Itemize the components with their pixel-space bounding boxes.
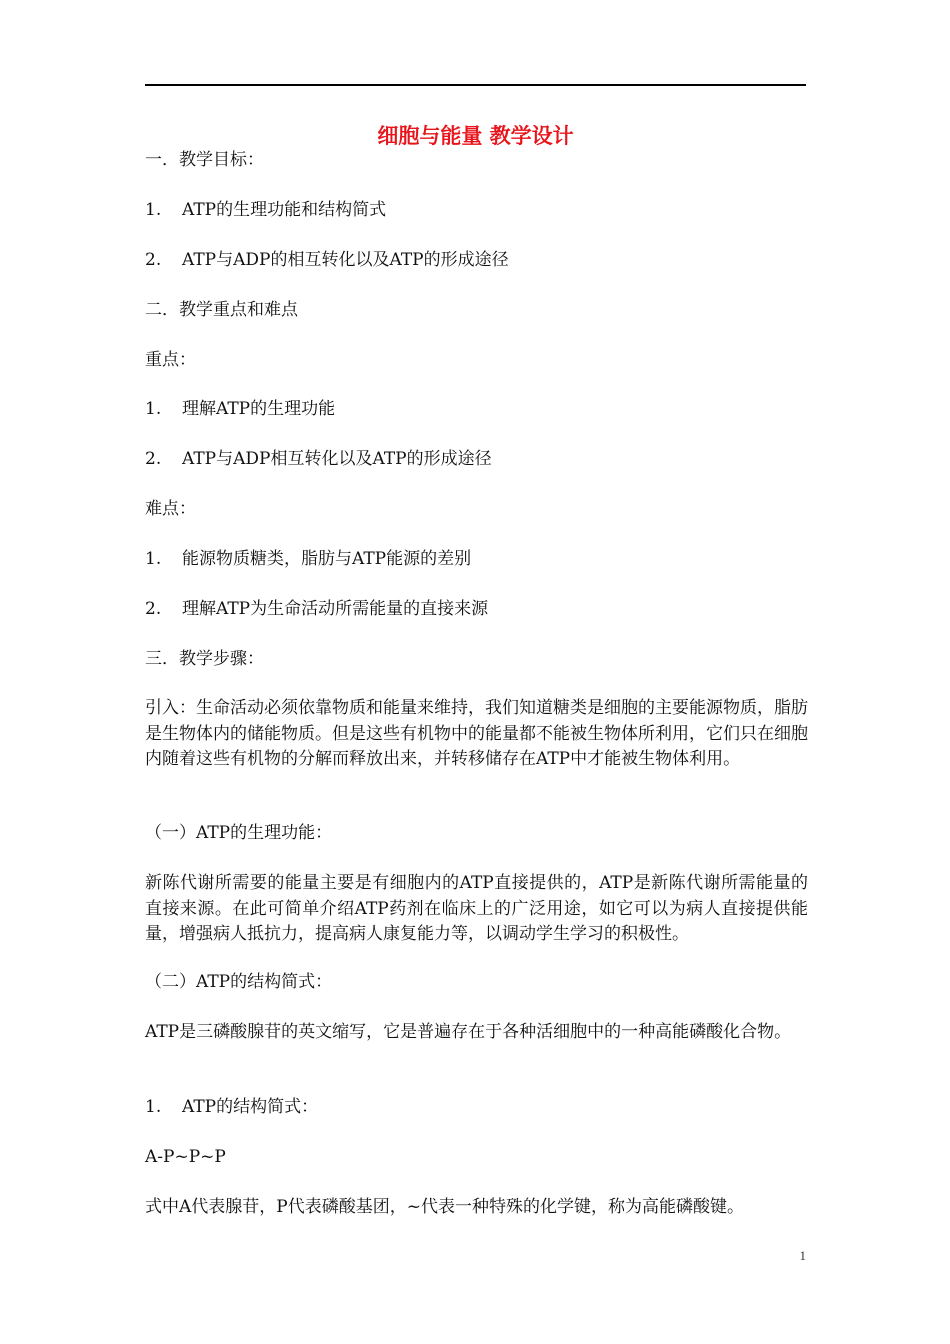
item-number: 1. <box>145 1097 162 1117</box>
item-text: 理解ATP为生命活动所需能量的直接来源 <box>182 599 489 619</box>
formula-note: 式中A代表腺苷，P代表磷酸基团，~代表一种特殊的化学键，称为高能磷酸键。 <box>145 1197 744 1217</box>
intro-paragraph: 引入：生命活动必须依靠物质和能量来维持，我们知道糖类是细胞的主要能源物质，脂肪是生物体内的储能物质。但是这些有机物中的能量都不能被生物体所利用，它们只在细胞内随着这些有机物的分解而释放出来，并转移储存在ATP中才能被生物体利用。 <box>145 698 808 769</box>
function-paragraph: 新陈代谢所需要的能量主要是有细胞内的ATP直接提供的，ATP是新陈代谢所需能量的直接来源。在此可简单介绍ATP药剂在临床上的广泛用途，如它可以为病人直接提供能量，增强病人抵抗力，提高病人康复能力等，以调动学生学习的积极性。 <box>145 873 808 944</box>
atp-formula: A-P~P~P <box>145 1147 226 1167</box>
item-text: ATP与ADP的相互转化以及ATP的形成途径 <box>182 250 509 270</box>
structure-paragraph: ATP是三磷酸腺苷的英文缩写，它是普遍存在于各种活细胞中的一种高能磷酸化合物。 <box>145 1022 792 1042</box>
subsection-heading-function: （一）ATP的生理功能： <box>145 823 333 843</box>
item-number: 2. <box>145 599 162 619</box>
page-number: 1 <box>799 1248 806 1263</box>
item-number: 1. <box>145 399 162 419</box>
subsection-heading-structure: （二）ATP的结构简式： <box>145 972 333 992</box>
difficulty-item <box>145 597 808 622</box>
difficulties-label: 难点： <box>145 499 196 519</box>
section-heading-objectives: 一．教学目标： <box>145 150 264 170</box>
item-number: 1. <box>145 200 162 220</box>
key-point-item <box>145 397 808 422</box>
item-number: 1. <box>145 549 162 569</box>
objective-item <box>145 198 808 223</box>
key-points-label: 重点： <box>145 350 196 370</box>
objective-item <box>145 248 808 273</box>
item-text: ATP与ADP相互转化以及ATP的形成途径 <box>182 449 492 469</box>
header-rule <box>145 84 806 86</box>
document-title: 细胞与能量 教学设计 <box>377 123 574 148</box>
item-number: 2. <box>145 250 162 270</box>
section-heading-steps: 三．教学步骤： <box>145 649 264 669</box>
item-text: ATP的结构简式： <box>182 1097 319 1117</box>
structure-item <box>145 1095 808 1120</box>
item-text: ATP的生理功能和结构简式 <box>182 200 387 220</box>
key-point-item <box>145 447 808 472</box>
item-text: 理解ATP的生理功能 <box>182 399 336 419</box>
item-number: 2. <box>145 449 162 469</box>
section-heading-key-points: 二．教学重点和难点 <box>145 300 298 320</box>
difficulty-item <box>145 547 808 572</box>
item-text: 能源物质糖类，脂肪与ATP能源的差别 <box>182 549 472 569</box>
